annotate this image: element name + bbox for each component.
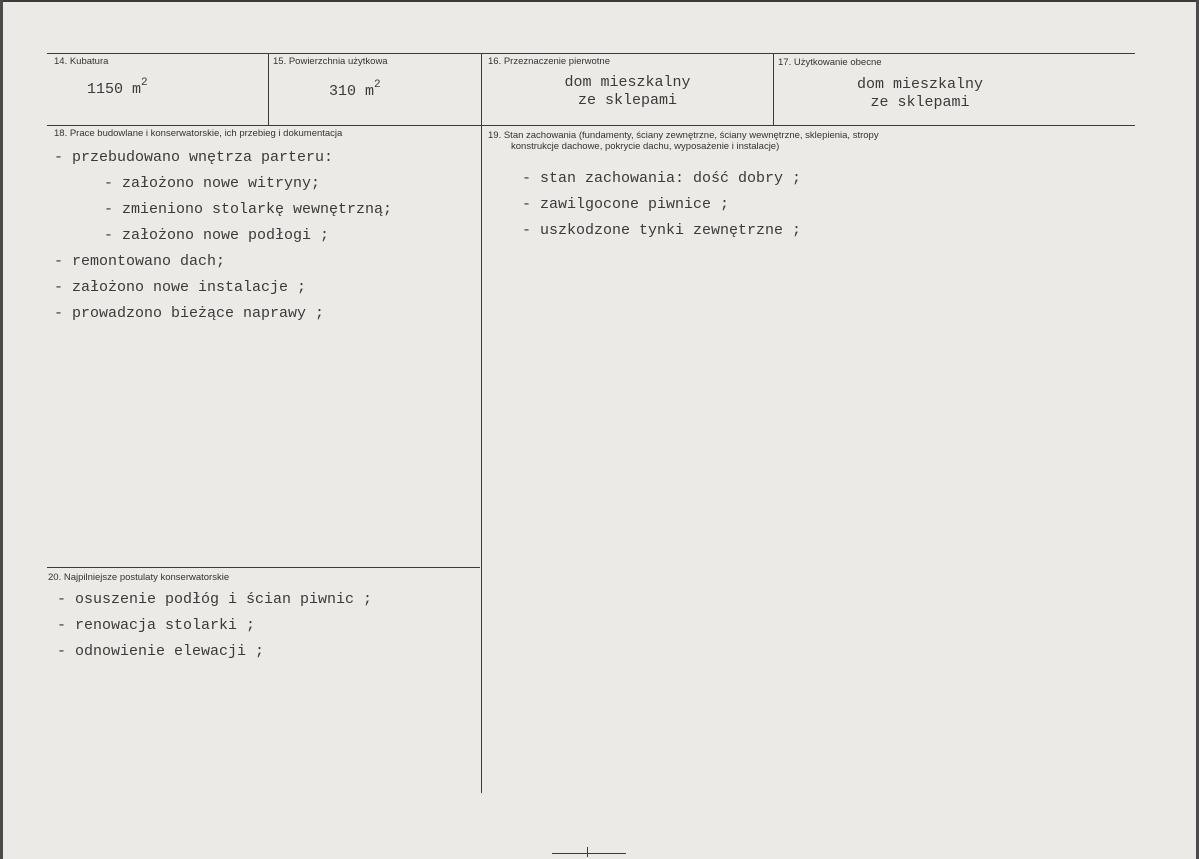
fold-mark-h <box>552 853 626 854</box>
field-18-item: - przebudowano wnętrza parteru: <box>54 149 334 166</box>
field-20-label: 20. Najpilniejsze postulaty konserwatorskie <box>48 572 230 583</box>
field-18-item: - remontowano dach; <box>54 253 226 270</box>
field-15-value <box>329 79 381 100</box>
field-15-unit-exponent: 2 <box>374 79 381 91</box>
field-18-item: - założono nowe podłogi ; <box>104 227 330 244</box>
field-16-label: 16. Przeznaczenie pierwotne <box>488 56 610 67</box>
rule-top <box>47 53 1135 54</box>
field-18-item: - prowadzono bieżące naprawy ; <box>54 305 325 322</box>
scan-border-top <box>0 0 1199 2</box>
field-17-line2: ze sklepami <box>870 94 970 111</box>
field-19-item: - uszkodzone tynki zewnętrzne ; <box>522 222 802 239</box>
field-20-item: - osuszenie podłóg i ścian piwnic ; <box>57 591 373 608</box>
field-19-label-line2: konstrukcje dachowe, pokrycie dachu, wyposażenie i instalacje) <box>511 141 780 152</box>
fold-mark-v <box>587 847 588 857</box>
field-19-item: - stan zachowania: dość dobry ; <box>522 170 802 187</box>
field-19-label-line1: 19. Stan zachowania (fundamenty, ściany zewnętrzne, ściany wewnętrzne, sklepienia, stropy <box>488 130 879 141</box>
rule-v-14-15 <box>268 53 269 125</box>
rule-v-15-16 <box>481 53 482 793</box>
field-20-item: - odnowienie elewacji ; <box>57 643 265 660</box>
field-20-list <box>57 587 372 665</box>
field-14-unit-exponent: 2 <box>141 77 148 89</box>
field-18-item: - założono nowe instalacje ; <box>54 279 307 296</box>
field-16-line2: ze sklepami <box>577 92 678 109</box>
field-20-item: - renowacja stolarki ; <box>57 617 256 634</box>
field-16-line1: dom mieszkalny <box>564 74 691 91</box>
field-19-item: - zawilgocone piwnice ; <box>522 196 730 213</box>
field-14-label: 14. Kubatura <box>54 56 109 67</box>
field-14-number: 1150 m <box>87 81 142 98</box>
rule-field20 <box>47 567 480 568</box>
rule-row2 <box>47 125 1135 126</box>
field-17-label: 17. Użytkowanie obecne <box>778 57 882 68</box>
field-18-label: 18. Prace budowlane i konserwatorskie, ich przebieg i dokumentacja <box>54 128 343 139</box>
field-18-list <box>54 145 392 327</box>
field-17-line1: dom mieszkalny <box>856 76 984 93</box>
field-18-item: - założono nowe witryny; <box>104 175 321 192</box>
field-15-number: 310 m <box>329 83 375 100</box>
field-14-value <box>87 77 148 98</box>
field-15-label: 15. Powierzchnia użytkowa <box>273 56 388 67</box>
field-19-list <box>522 166 801 244</box>
scan-border-left <box>0 0 3 859</box>
field-18-item: - zmieniono stolarkę wewnętrzną; <box>104 201 393 218</box>
